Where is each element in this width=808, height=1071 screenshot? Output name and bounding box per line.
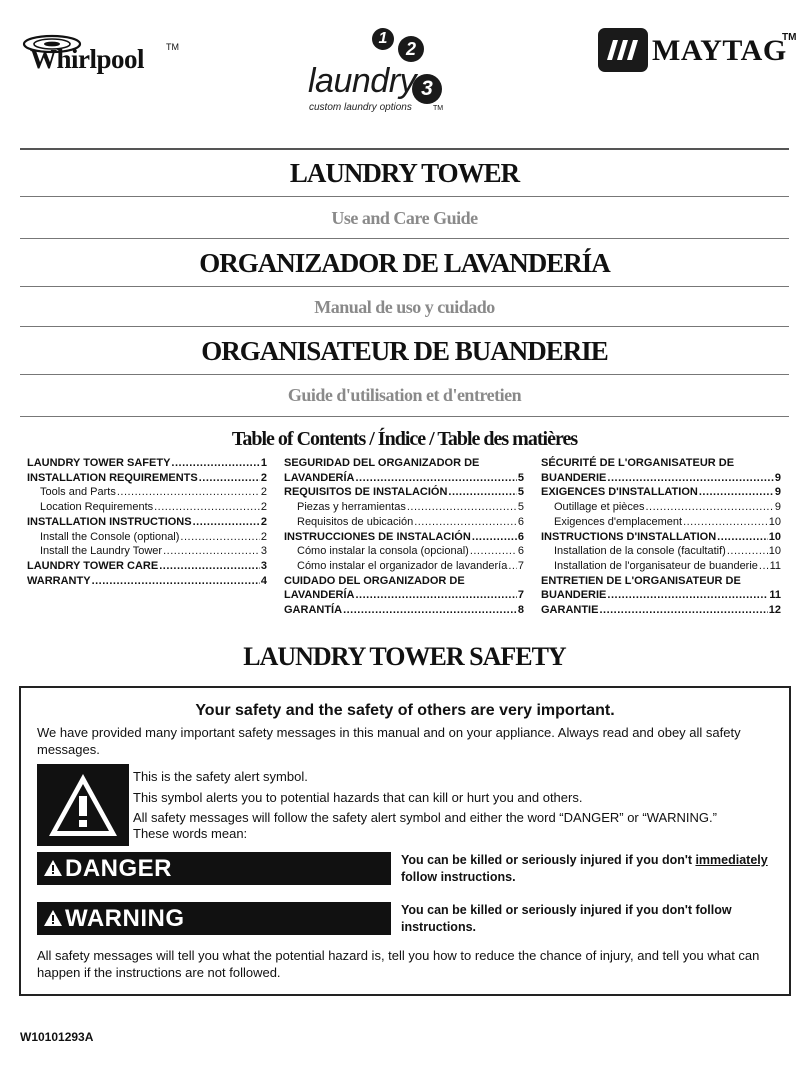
toc-entry[interactable]: Cómo instalar la consola (opcional) ..... 6 xyxy=(284,544,524,559)
toc-entry[interactable]: Install the Console (optional) ..... 2 xyxy=(27,530,267,545)
maytag-wordmark: MAYTAG xyxy=(652,34,787,67)
toc-entry[interactable]: Install the Laundry Tower ..... 3 xyxy=(27,544,267,559)
safety-intro: We have provided many important safety messages in this manual and on your appliance. Always read and obey all safety messages. xyxy=(37,725,741,757)
toc-entry[interactable]: Cómo instalar el organizador de lavandería ..... 7 xyxy=(284,559,524,574)
toc-entry[interactable]: Outillage et pièces ..... 9 xyxy=(541,500,781,515)
toc-entry[interactable]: LAVANDERÍA ..... 5 xyxy=(284,471,524,486)
toc-entry[interactable]: EXIGENCES D'INSTALLATION ..... 9 xyxy=(541,485,781,500)
toc-entry[interactable]: Piezas y herramientas ..... 5 xyxy=(284,500,524,515)
french-subtitle: Guide d'utilisation et d'entretien xyxy=(287,385,522,405)
toc-entry[interactable]: GARANTIE ..... 12 xyxy=(541,603,781,618)
digit-two-badge: 2 xyxy=(398,36,424,62)
toc-heading: Table of Contents / Índice / Table des matières xyxy=(231,428,578,450)
danger-message: You can be killed or seriously injured if you don't immediately follow instructions. xyxy=(401,853,768,884)
whirlpool-tm: TM xyxy=(166,42,179,52)
toc-entry[interactable]: BUANDERIE ..... 11 xyxy=(541,588,781,603)
laundry-wordmark: laundry xyxy=(308,62,417,100)
digit-three-badge: 3 xyxy=(412,74,442,104)
toc-entry[interactable]: LAVANDERÍA ..... 7 xyxy=(284,588,524,603)
divider xyxy=(20,238,789,239)
safety-footer: All safety messages will tell you what the potential hazard is, tell you how to reduce the chance of injury, and tell you what can happen if the instructions are not followed. xyxy=(37,948,760,980)
toc-entry[interactable]: Installation de l'organisateur de buanderie ..... 11 xyxy=(541,559,781,574)
danger-banner xyxy=(37,852,391,885)
symbol-line-4: These words mean: xyxy=(133,826,248,841)
maytag-logo xyxy=(596,26,796,76)
warning-label: WARNING xyxy=(65,905,185,932)
toc-entry[interactable]: Location Requirements ..... 2 xyxy=(27,500,267,515)
toc-entry[interactable]: BUANDERIE ..... 9 xyxy=(541,471,781,486)
whirlpool-logo xyxy=(18,30,178,80)
toc-entry[interactable]: Tools and Parts ..... 2 xyxy=(27,485,267,500)
toc-entry[interactable]: INSTRUCTIONS D'INSTALLATION ..... 10 xyxy=(541,530,781,545)
toc-entry[interactable]: Installation de la console (facultatif) ..... 10 xyxy=(541,544,781,559)
digit-one-badge: 1 xyxy=(372,28,394,50)
laundry-tagline: custom laundry options xyxy=(309,102,412,113)
english-subtitle: Use and Care Guide xyxy=(331,208,478,228)
danger-label: DANGER xyxy=(65,855,173,882)
spanish-subtitle: Manual de uso y cuidado xyxy=(314,297,495,317)
laundry-123-logo xyxy=(300,22,470,118)
divider xyxy=(20,148,789,150)
spanish-title: ORGANIZADOR DE LAVANDERÍA xyxy=(199,248,610,278)
symbol-line-2: This symbol alerts you to potential hazards that can kill or hurt you and others. xyxy=(133,790,583,805)
toc-entry[interactable]: GARANTÍA ..... 8 xyxy=(284,603,524,618)
toc-entry[interactable]: WARRANTY ..... 4 xyxy=(27,574,267,589)
toc-entry[interactable]: INSTALLATION REQUIREMENTS ..... 2 xyxy=(27,471,267,486)
safety-section-title: LAUNDRY TOWER SAFETY xyxy=(243,642,566,671)
toc-column-english xyxy=(27,456,267,588)
english-title: LAUNDRY TOWER xyxy=(289,158,520,188)
divider xyxy=(20,326,789,327)
symbol-line-3: All safety messages will follow the safety alert symbol and either the word “DANGER” or “WARNING.” xyxy=(133,810,717,825)
warning-alert-icon xyxy=(43,909,63,927)
divider xyxy=(20,196,789,197)
toc-entry-line: SEGURIDAD DEL ORGANIZADOR DE xyxy=(284,457,480,469)
toc-entry[interactable]: LAUNDRY TOWER SAFETY ..... 1 xyxy=(27,456,267,471)
toc-column-french xyxy=(541,456,781,618)
toc-entry-line: CUIDADO DEL ORGANIZADOR DE xyxy=(284,574,465,587)
document-number: W10101293A xyxy=(20,1030,94,1044)
danger-emphasis: immediately xyxy=(695,853,768,867)
danger-alert-icon xyxy=(43,859,63,877)
symbol-line-1: This is the safety alert symbol. xyxy=(133,769,308,784)
divider xyxy=(20,416,789,417)
warning-banner xyxy=(37,902,391,935)
toc-entry-line: SÉCURITÉ DE L'ORGANISATEUR DE xyxy=(541,457,735,469)
toc-column-spanish xyxy=(284,456,524,618)
toc-entry[interactable]: Requisitos de ubicación ..... 6 xyxy=(284,515,524,530)
toc-entry[interactable]: LAUNDRY TOWER CARE ..... 3 xyxy=(27,559,267,574)
toc-entry-line: ENTRETIEN DE L'ORGANISATEUR DE xyxy=(541,574,741,587)
safety-headline: Your safety and the safety of others are very important. xyxy=(195,702,615,719)
whirlpool-wordmark: Whirlpool xyxy=(30,44,145,74)
toc-entry[interactable]: REQUISITOS DE INSTALACIÓN ..... 5 xyxy=(284,485,524,500)
toc-entry[interactable]: INSTRUCCIONES DE INSTALACIÓN ..... 6 xyxy=(284,530,524,545)
maytag-emblem-icon xyxy=(598,28,648,72)
toc-entry[interactable]: Exigences d'emplacement ..... 10 xyxy=(541,515,781,530)
safety-alert-icon xyxy=(37,764,129,846)
divider xyxy=(20,286,789,287)
toc-entry[interactable]: INSTALLATION INSTRUCTIONS ..... 2 xyxy=(27,515,267,530)
warning-message: You can be killed or seriously injured if you don't follow instructions. xyxy=(401,903,732,934)
french-title: ORGANISATEUR DE BUANDERIE xyxy=(201,336,608,366)
laundry-tm: TM xyxy=(433,105,444,112)
divider xyxy=(20,374,789,375)
safety-box xyxy=(19,686,791,996)
maytag-tm: TM xyxy=(782,32,797,43)
